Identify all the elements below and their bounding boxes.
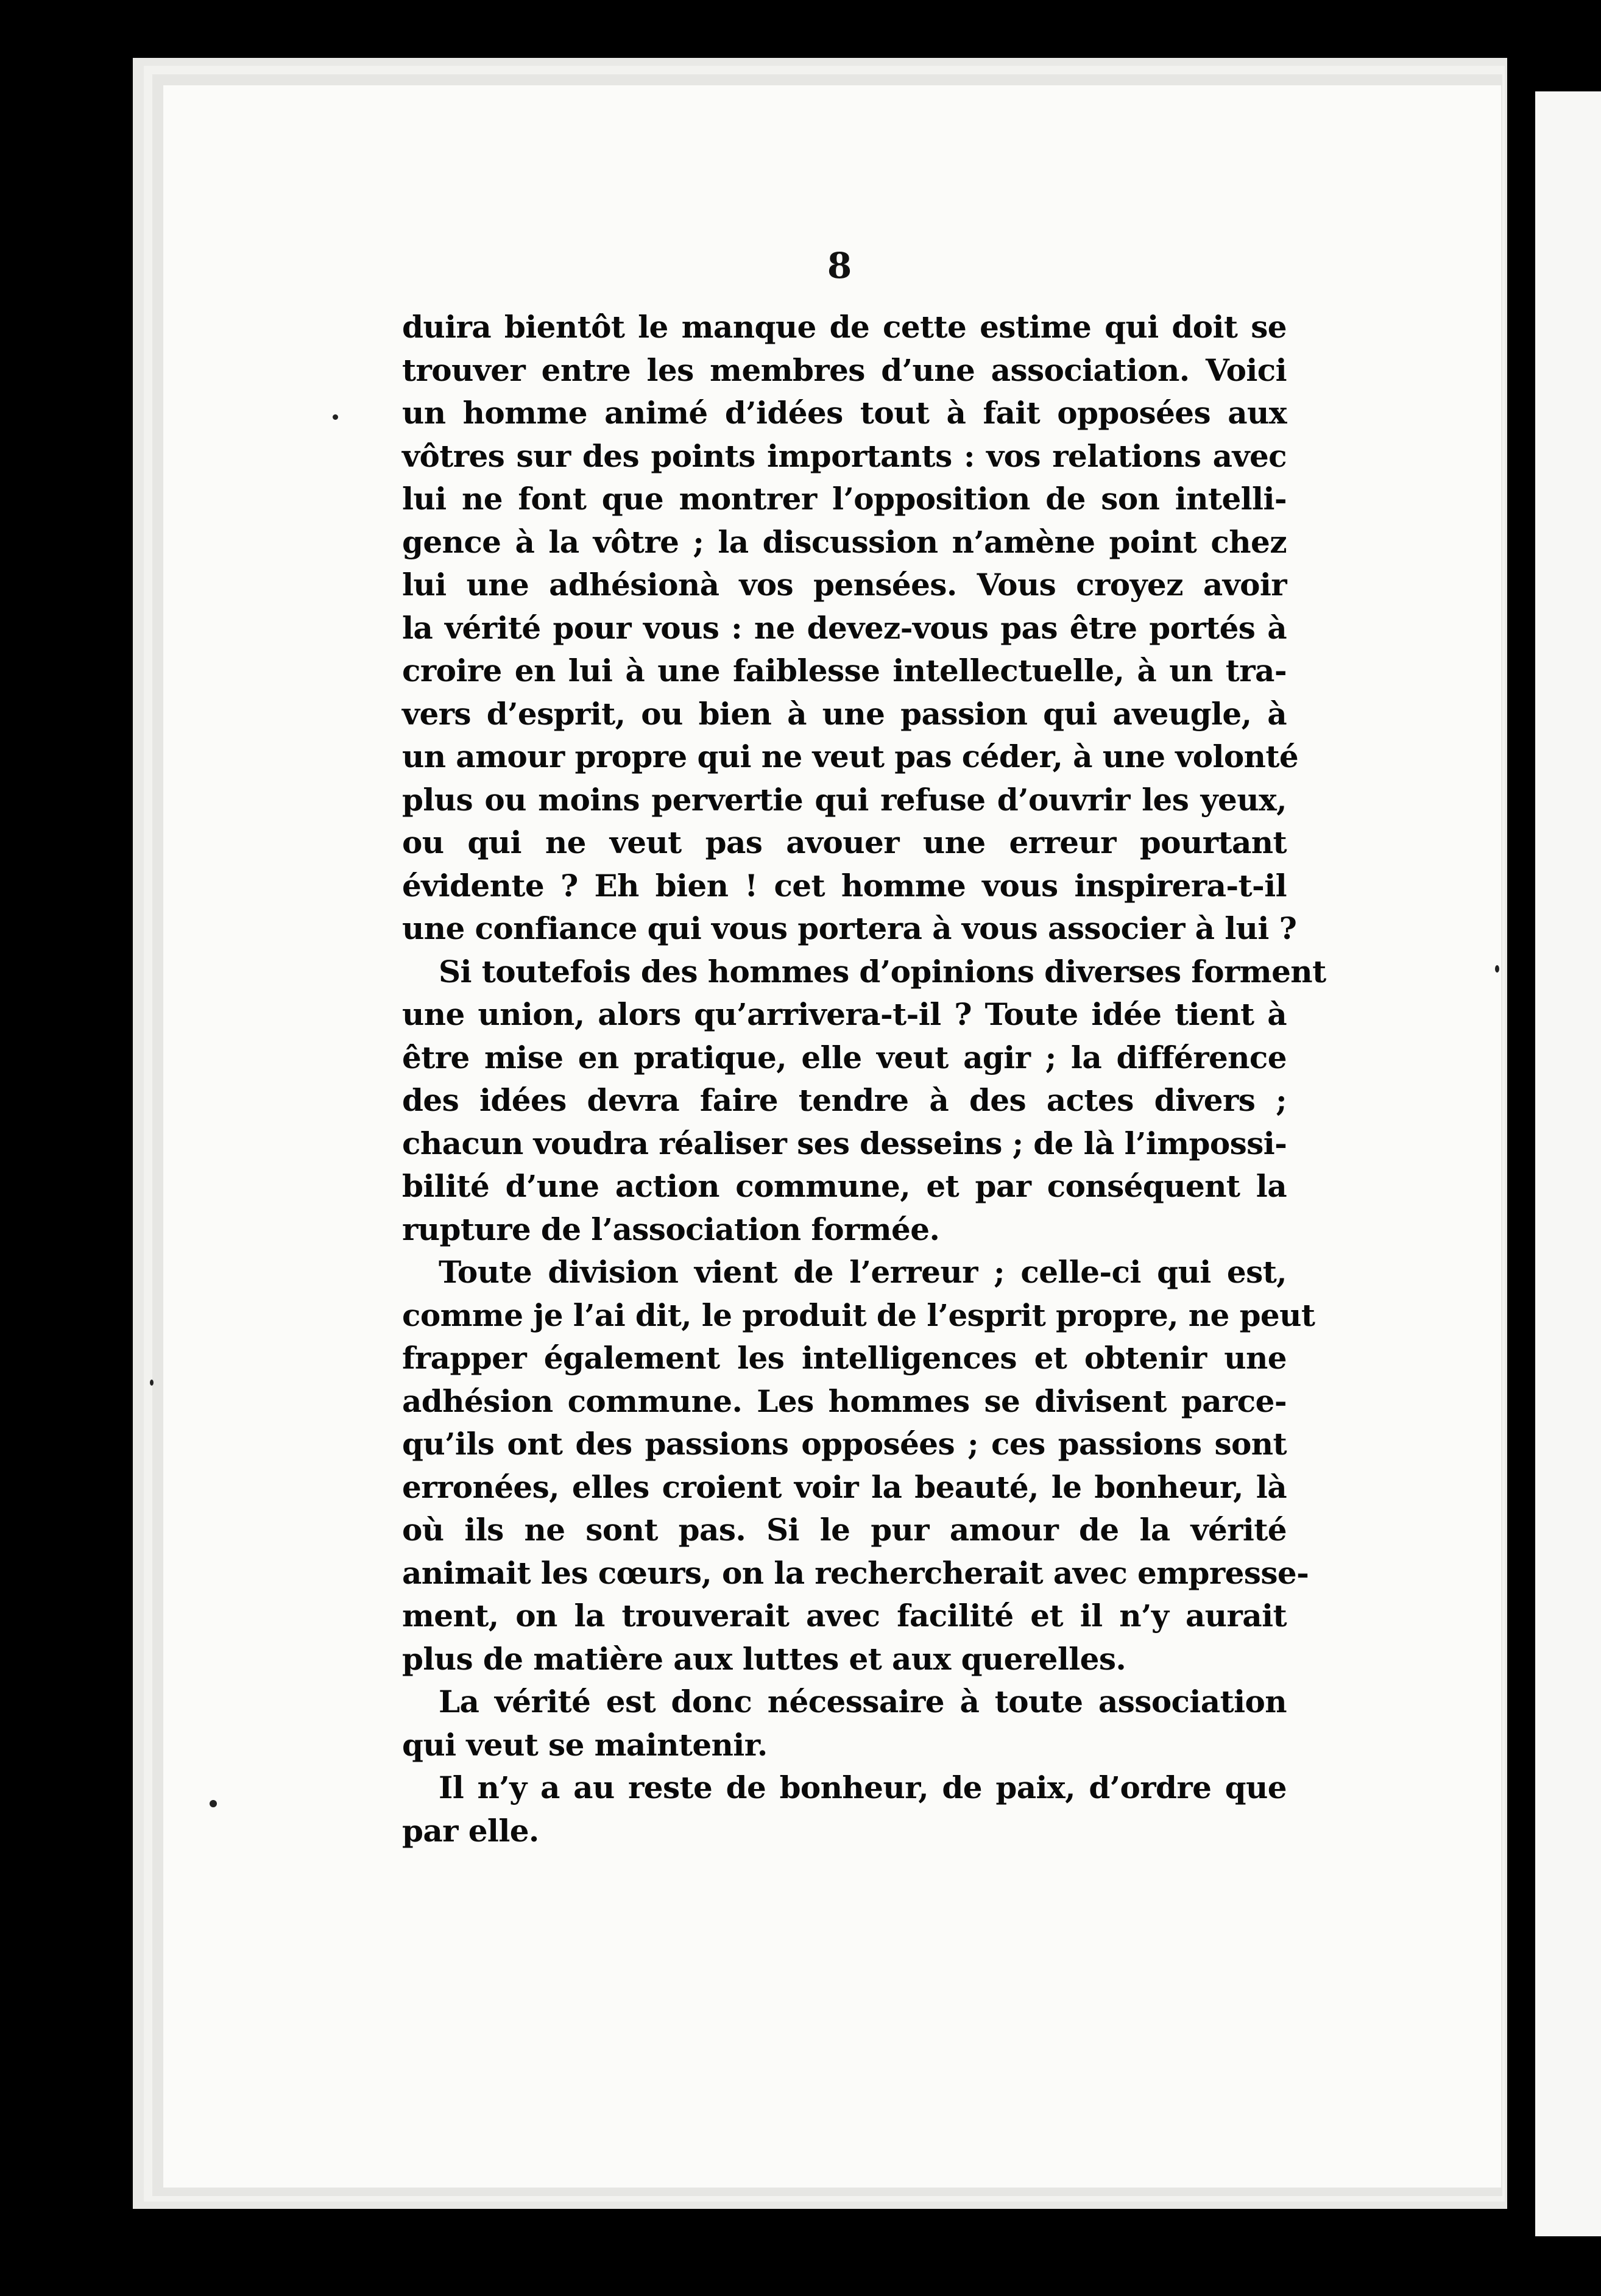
text-line: par elle. xyxy=(402,1812,539,1849)
page-number: 8 xyxy=(827,245,852,286)
text-line: vers d’esprit, ou bien à une passion qui aveugle, à xyxy=(402,695,1287,732)
text-line: des idées devra faire tendre à des actes divers ; xyxy=(402,1082,1287,1118)
text-line: ment, on la trouverait avec facilité et il n’y aurait xyxy=(402,1598,1287,1634)
text-line: gence à la vôtre ; la discussion n’amène point chez xyxy=(402,523,1287,560)
text-line: erronées, elles croient voir la beauté, le bonheur, là xyxy=(402,1469,1287,1505)
text-line: une union, alors qu’arrivera-t-il ? Toute idée tient à xyxy=(402,996,1287,1032)
text-line: Toute division vient de l’erreur ; celle-ci qui est, xyxy=(439,1254,1287,1290)
text-line: adhésion commune. Les hommes se divisent parce- xyxy=(402,1383,1287,1419)
text-line: plus de matière aux luttes et aux querelles. xyxy=(402,1640,1126,1677)
text-line: comme je l’ai dit, le produit de l’esprit propre, ne peut xyxy=(402,1297,1315,1333)
text-line: animait les cœurs, on la rechercherait avec empresse- xyxy=(402,1554,1309,1591)
text-line: croire en lui à une faiblesse intellectuelle, à un tra- xyxy=(402,653,1287,689)
text-line: un amour propre qui ne veut pas céder, à une volonté xyxy=(402,739,1299,774)
text-line: lui une adhésionà vos pensées. Vous croyez avoir xyxy=(402,567,1287,603)
text-line: lui ne font que montrer l’opposition de son intelli- xyxy=(402,481,1287,517)
ink-speck xyxy=(1495,965,1499,973)
text-line: où ils ne sont pas. Si le pur amour de la vérité xyxy=(402,1512,1287,1548)
text-line: duira bientôt le manque de cette estime qui doit se xyxy=(402,309,1287,345)
text-line: trouver entre les membres d’une association. Voici xyxy=(402,352,1287,388)
text-line: frapper également les intelligences et obtenir une xyxy=(402,1340,1287,1376)
text-line: une confiance qui vous portera à vous associer à lui ? xyxy=(402,910,1297,946)
ink-speck xyxy=(150,1380,154,1386)
text-line: qu’ils ont des passions opposées ; ces passions sont xyxy=(402,1426,1287,1462)
text-line: évidente ? Eh bien ! cet homme vous inspirera-t-il xyxy=(402,867,1287,904)
text-line: Si toutefois des hommes d’opinions diverses forment xyxy=(439,953,1326,990)
text-line: rupture de l’association formée. xyxy=(402,1211,940,1247)
text-line: ou qui ne veut pas avouer une erreur pourtant xyxy=(402,824,1287,860)
text-line: La vérité est donc nécessaire à toute association xyxy=(439,1684,1287,1720)
body-text xyxy=(402,306,1326,1852)
ink-speck xyxy=(210,1800,217,1807)
text-line: bilité d’une action commune, et par conséquent la xyxy=(402,1168,1287,1204)
text-line: la vérité pour vous : ne devez-vous pas être portés à xyxy=(402,609,1287,646)
text-line: être mise en pratique, elle veut agir ; la différence xyxy=(402,1039,1287,1075)
adjacent-page-edge xyxy=(1535,91,1601,2236)
text-line: chacun voudra réaliser ses desseins ; de là l’impossi- xyxy=(402,1125,1287,1161)
text-line: plus ou moins pervertie qui refuse d’ouvrir les yeux, xyxy=(402,781,1287,818)
text-line: un homme animé d’idées tout à fait opposées aux xyxy=(402,395,1287,431)
text-line: vôtres sur des points importants : vos relations avec xyxy=(402,438,1287,474)
text-line: qui veut se maintenir. xyxy=(402,1726,768,1763)
text-line: Il n’y a au reste de bonheur, de paix, d’ordre que xyxy=(439,1770,1287,1805)
ink-speck xyxy=(333,414,338,420)
